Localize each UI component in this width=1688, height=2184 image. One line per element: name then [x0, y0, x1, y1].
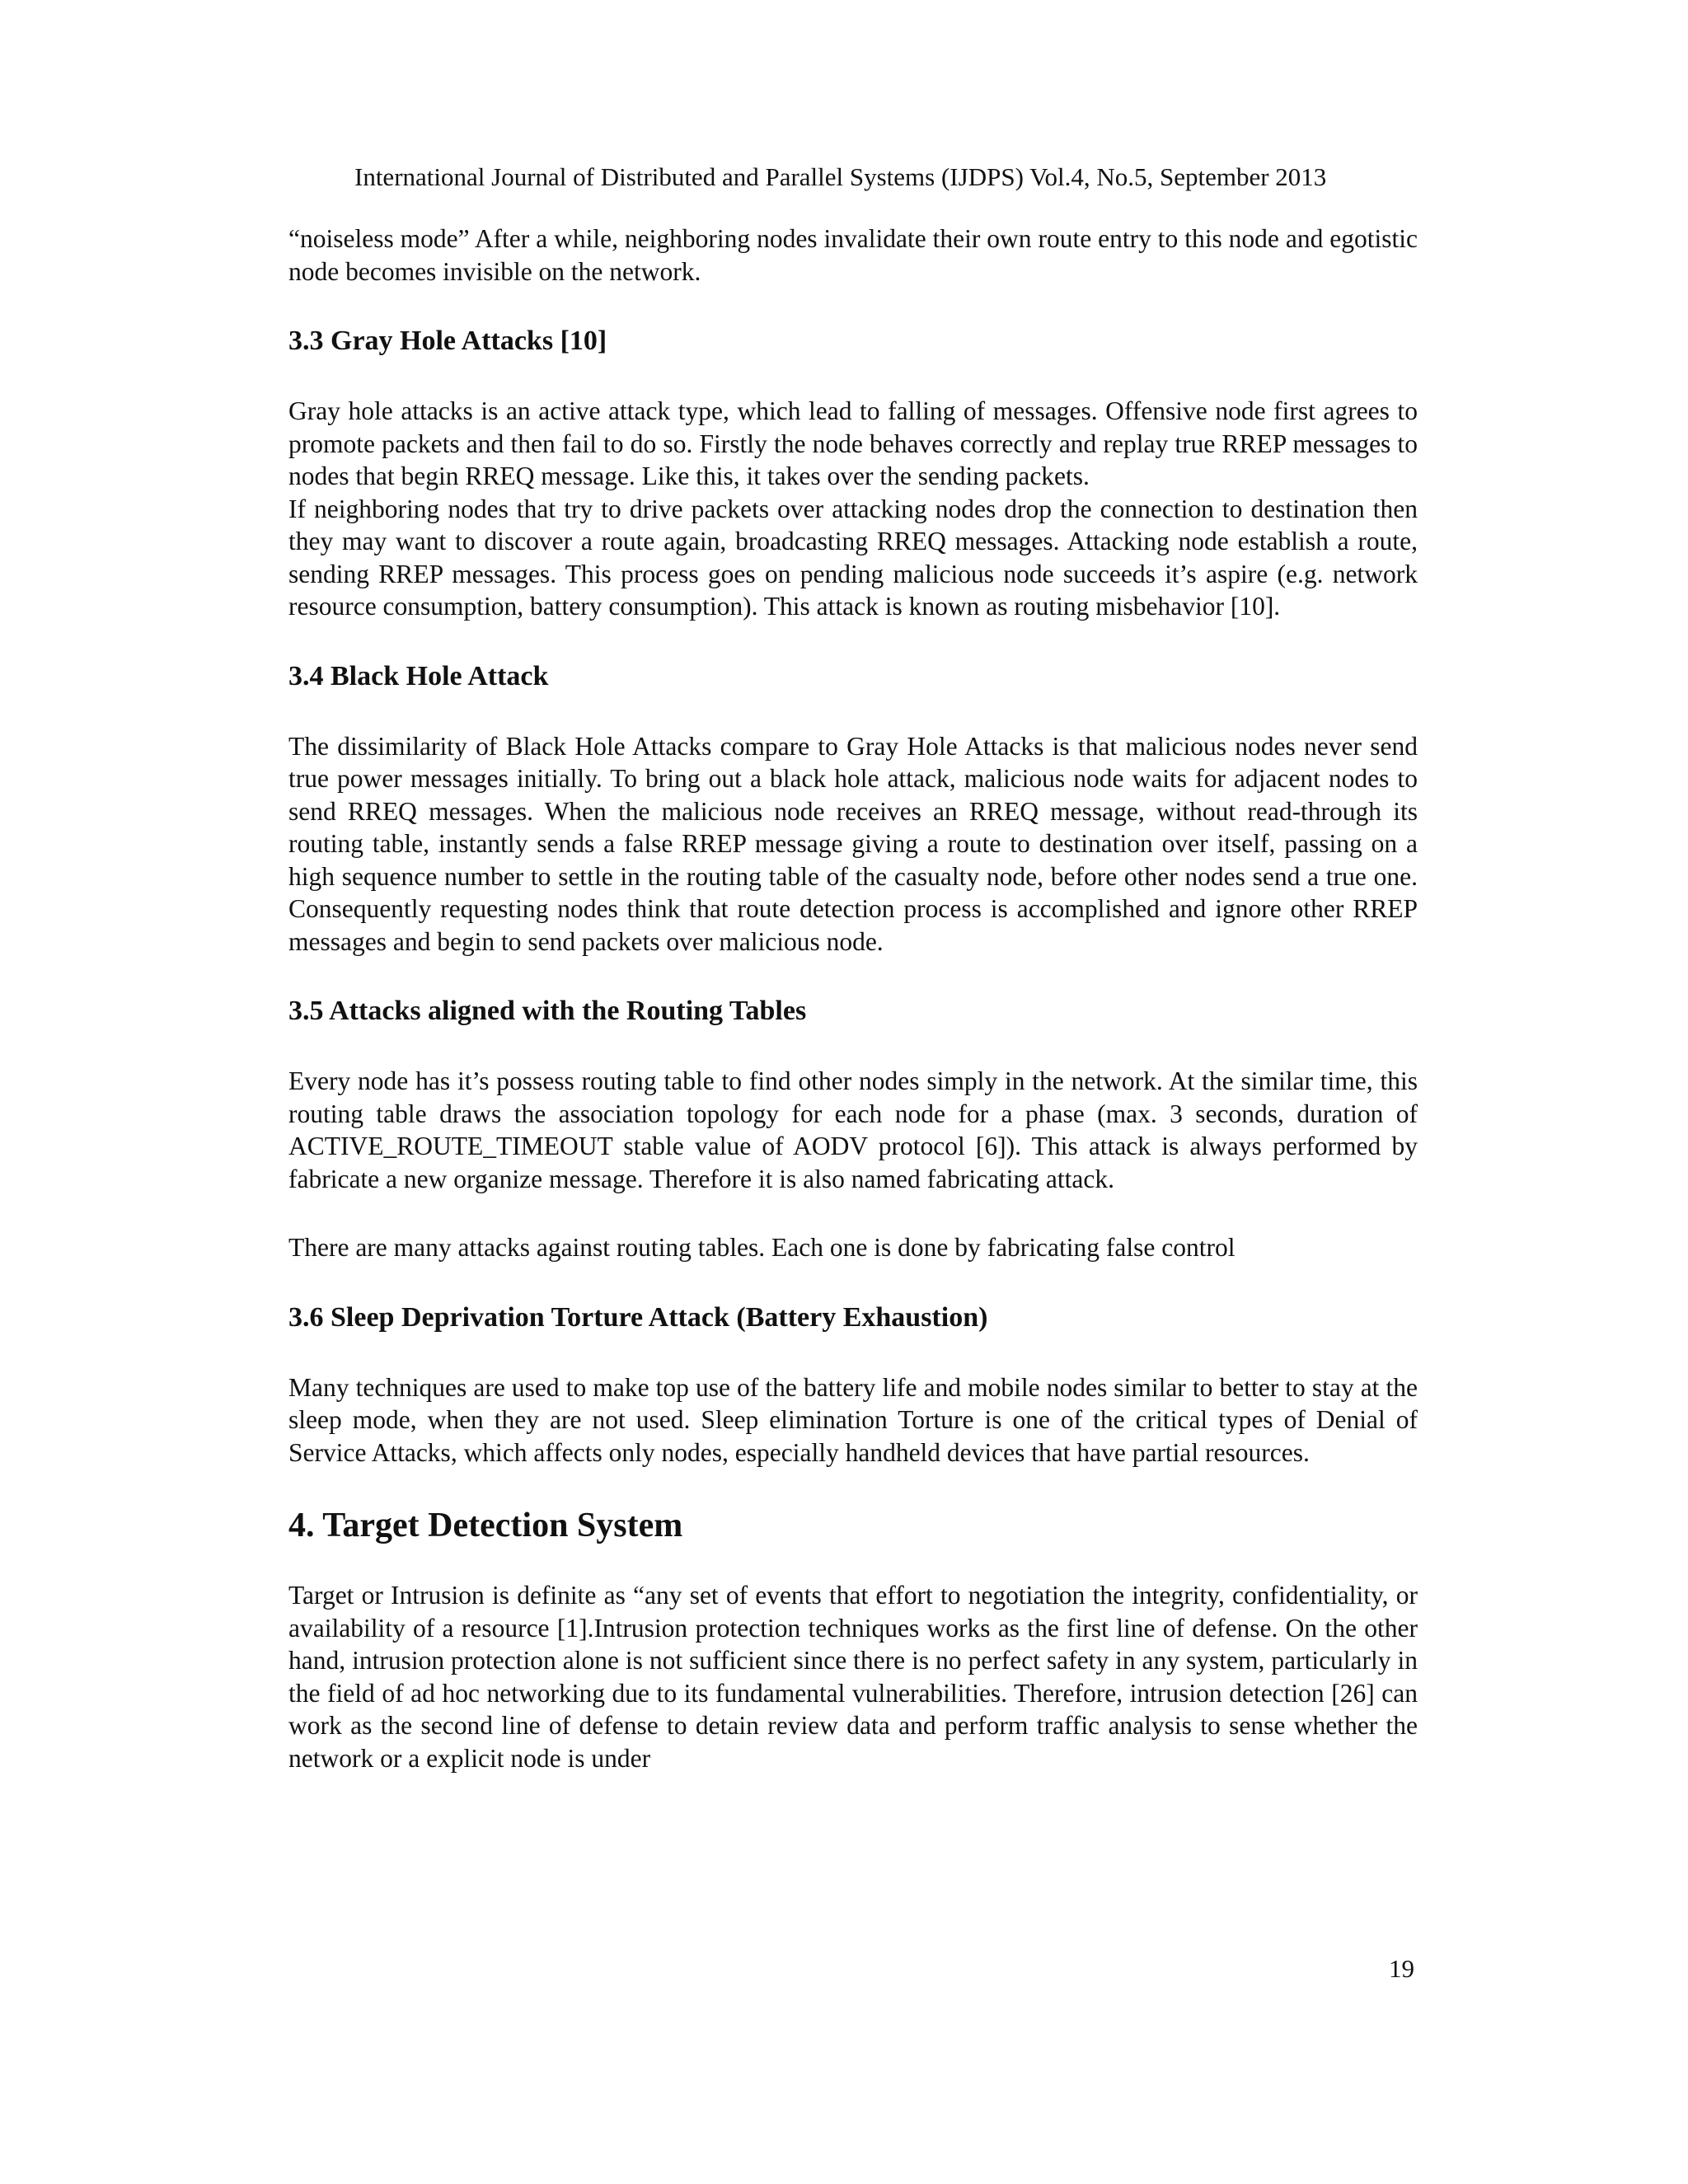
page-body	[288, 223, 1418, 1774]
section-heading-3-3: 3.3 Gray Hole Attacks [10]	[288, 326, 607, 356]
section-3-3-paragraph-2: If neighboring nodes that try to drive packets over attacking nodes drop the connection to destination then they may want to discover a route again, broadcasting RREQ messages. Attacking node establish a route, sending RREP messages. This process goes on pending malicious node succeeds it’s aspire (e.g. network resource consumption, battery consumption). This attack is known as routing misbehavior [10].	[288, 494, 1418, 621]
running-header: International Journal of Distributed and Parallel Systems (IJDPS) Vol.4, No.5, September 2013	[354, 162, 1327, 191]
section-heading-4: 4. Target Detection System	[288, 1507, 683, 1544]
section-3-5-paragraph-1: Every node has it’s possess routing table to find other nodes simply in the network. At the similar time, this routing table draws the association topology for each node for a phase (max. 3 seconds, duration of ACTIVE_ROUTE_TIMEOUT stable value of AODV protocol [6]). This attack is always performed by fabricate a new organize message. Therefore it is also named fabricating attack.	[288, 1066, 1418, 1193]
section-4-paragraph-1: Target or Intrusion is definite as “any set of events that effort to negotiation the integrity, confidentiality, or availability of a resource [1].Intrusion protection techniques works as the first line of defense. On the other hand, intrusion protection alone is not sufficient since there is no perfect safety in any system, particularly in the field of ad hoc networking due to its fundamental vulnerabilities. Therefore, intrusion detection [26] can work as the second line of defense to detain review data and perform traffic analysis to sense whether the network or a explicit node is under	[288, 1581, 1418, 1773]
section-heading-3-5: 3.5 Attacks aligned with the Routing Tables	[288, 996, 807, 1026]
intro-paragraph: “noiseless mode” After a while, neighboring nodes invalidate their own route entry to this node and egotistic node becomes invisible on the network.	[288, 224, 1418, 286]
section-heading-3-4: 3.4 Black Hole Attack	[288, 660, 549, 691]
section-heading-3-6: 3.6 Sleep Deprivation Torture Attack (Battery Exhaustion)	[288, 1301, 988, 1333]
section-3-5-paragraph-2: There are many attacks against routing tables. Each one is done by fabricating false control	[288, 1233, 1236, 1262]
section-3-3-paragraph-1: Gray hole attacks is an active attack type, which lead to falling of messages. Offensive node first agrees to promote packets and then fail to do so. Firstly the node behaves correctly and replay true RREP messages to nodes that begin RREQ message. Like this, it takes over the sending packets.	[288, 396, 1418, 490]
section-3-6-paragraph-1: Many techniques are used to make top use of the battery life and mobile nodes similar to better to stay at the sleep mode, when they are not used. Sleep elimination Torture is one of the critical types of Denial of Service Attacks, which affects only nodes, especially handheld devices that have partial resources.	[288, 1372, 1418, 1467]
page-number: 19	[1389, 1954, 1414, 1983]
section-3-4-paragraph-1: The dissimilarity of Black Hole Attacks compare to Gray Hole Attacks is that malicious nodes never send true power messages initially. To bring out a black hole attack, malicious node waits for adjacent nodes to send RREQ messages. When the malicious node receives an RREQ message, without read-through its routing table, instantly sends a false RREP message giving a route to destination over itself, passing on a high sequence number to settle in the routing table of the casualty node, before other nodes send a true one. Consequently requesting nodes think that route detection process is accomplished and ignore other RREP messages and begin to send packets over malicious node.	[288, 731, 1418, 956]
